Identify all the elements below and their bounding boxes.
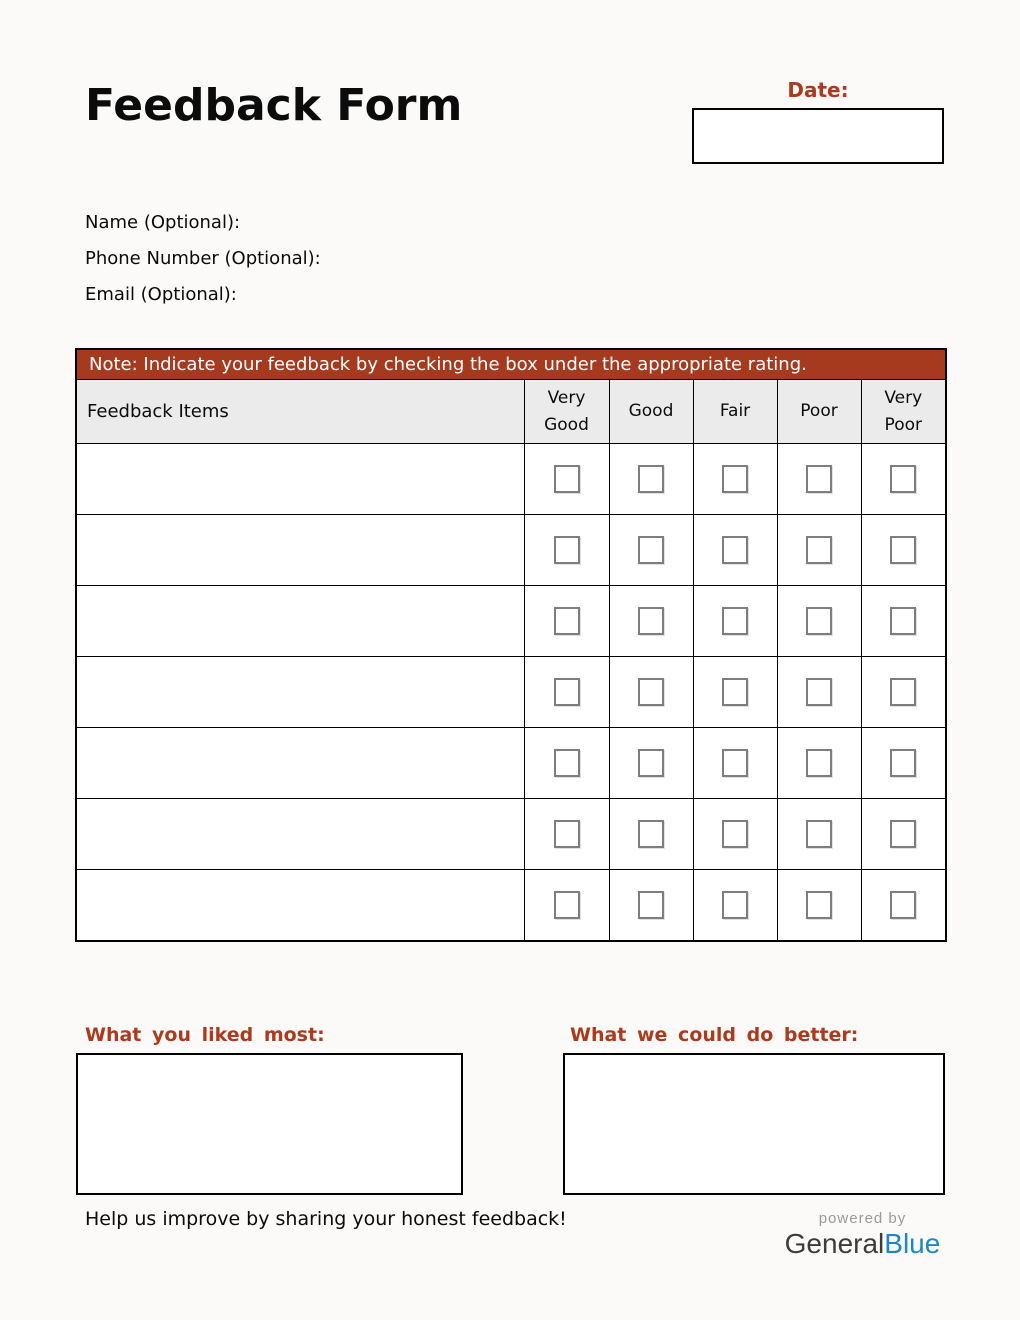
column-header-good: Good <box>609 380 693 444</box>
rating-cell-good <box>609 728 693 799</box>
rating-cell-good <box>609 515 693 586</box>
poor-checkbox[interactable] <box>806 891 832 919</box>
feedback-item-cell[interactable] <box>76 799 524 870</box>
rating-cell-fair <box>693 799 777 870</box>
feedback-row <box>76 444 946 515</box>
could-do-better-input-box[interactable] <box>563 1053 945 1195</box>
date-input-box[interactable] <box>692 108 944 164</box>
table-header-row <box>76 380 946 444</box>
rating-cell-very-poor <box>861 444 946 515</box>
date-label: Date: <box>787 78 849 102</box>
could-do-better-label: What we could do better: <box>570 1024 859 1046</box>
feedback-item-cell[interactable] <box>76 728 524 799</box>
help-text: Help us improve by sharing your honest feedback! <box>85 1208 567 1230</box>
feedback-row <box>76 870 946 941</box>
rating-cell-poor <box>777 799 861 870</box>
rating-cell-fair <box>693 870 777 941</box>
fair-checkbox[interactable] <box>722 820 748 848</box>
very-good-checkbox[interactable] <box>554 820 580 848</box>
contact-fields <box>85 205 321 313</box>
good-checkbox[interactable] <box>638 820 664 848</box>
feedback-row <box>76 515 946 586</box>
fair-checkbox[interactable] <box>722 678 748 706</box>
rating-cell-poor <box>777 444 861 515</box>
powered-by-text: powered by <box>818 1210 907 1227</box>
generalblue-brand <box>780 1210 945 1260</box>
good-checkbox[interactable] <box>638 536 664 564</box>
rating-cell-poor <box>777 515 861 586</box>
column-header-very-poor: Very Poor <box>861 380 946 444</box>
feedback-row <box>76 586 946 657</box>
rating-cell-very-poor <box>861 870 946 941</box>
rating-cell-very-good <box>524 515 609 586</box>
rating-cell-good <box>609 586 693 657</box>
rating-cell-fair <box>693 728 777 799</box>
rating-cell-very-good <box>524 586 609 657</box>
poor-checkbox[interactable] <box>806 465 832 493</box>
poor-checkbox[interactable] <box>806 820 832 848</box>
rating-cell-poor <box>777 870 861 941</box>
rating-cell-good <box>609 799 693 870</box>
very-good-checkbox[interactable] <box>554 891 580 919</box>
very-good-checkbox[interactable] <box>554 678 580 706</box>
column-header-poor: Poor <box>777 380 861 444</box>
rating-cell-fair <box>693 444 777 515</box>
very-poor-checkbox[interactable] <box>890 820 916 848</box>
rating-cell-very-good <box>524 657 609 728</box>
rating-cell-good <box>609 444 693 515</box>
fair-checkbox[interactable] <box>722 891 748 919</box>
name-field-label: Name (Optional): <box>85 212 241 233</box>
very-poor-checkbox[interactable] <box>890 749 916 777</box>
rating-cell-fair <box>693 657 777 728</box>
very-good-checkbox[interactable] <box>554 749 580 777</box>
feedback-row <box>76 728 946 799</box>
column-header-fair: Fair <box>693 380 777 444</box>
very-poor-checkbox[interactable] <box>890 465 916 493</box>
rating-cell-very-poor <box>861 728 946 799</box>
rating-cell-very-good <box>524 870 609 941</box>
feedback-item-cell[interactable] <box>76 870 524 941</box>
table-note-row <box>76 349 946 380</box>
rating-cell-good <box>609 657 693 728</box>
column-header-very-good: Very Good <box>524 380 609 444</box>
very-good-checkbox[interactable] <box>554 465 580 493</box>
good-checkbox[interactable] <box>638 465 664 493</box>
good-checkbox[interactable] <box>638 891 664 919</box>
poor-checkbox[interactable] <box>806 607 832 635</box>
rating-cell-poor <box>777 657 861 728</box>
rating-cell-good <box>609 870 693 941</box>
table-note-text: Note: Indicate your feedback by checking the box under the appropriate rating. <box>76 349 946 380</box>
fair-checkbox[interactable] <box>722 749 748 777</box>
rating-cell-poor <box>777 728 861 799</box>
rating-cell-very-good <box>524 444 609 515</box>
feedback-item-cell[interactable] <box>76 444 524 515</box>
good-checkbox[interactable] <box>638 678 664 706</box>
generalblue-logo <box>780 1229 945 1260</box>
very-good-checkbox[interactable] <box>554 536 580 564</box>
very-good-checkbox[interactable] <box>554 607 580 635</box>
brand-blue-text: Blue <box>884 1228 941 1259</box>
feedback-table-body <box>76 444 946 941</box>
rating-cell-very-good <box>524 728 609 799</box>
rating-cell-poor <box>777 586 861 657</box>
items-column-header: Feedback Items <box>76 380 524 444</box>
feedback-row <box>76 657 946 728</box>
feedback-table <box>75 348 947 942</box>
fair-checkbox[interactable] <box>722 607 748 635</box>
poor-checkbox[interactable] <box>806 749 832 777</box>
rating-cell-very-poor <box>861 515 946 586</box>
very-poor-checkbox[interactable] <box>890 607 916 635</box>
fair-checkbox[interactable] <box>722 465 748 493</box>
fair-checkbox[interactable] <box>722 536 748 564</box>
rating-cell-very-poor <box>861 657 946 728</box>
rating-cell-very-good <box>524 799 609 870</box>
rating-cell-fair <box>693 586 777 657</box>
feedback-item-cell[interactable] <box>76 515 524 586</box>
rating-cell-fair <box>693 515 777 586</box>
very-poor-checkbox[interactable] <box>890 536 916 564</box>
good-checkbox[interactable] <box>638 607 664 635</box>
feedback-row <box>76 799 946 870</box>
poor-checkbox[interactable] <box>806 678 832 706</box>
feedback-item-cell[interactable] <box>76 586 524 657</box>
email-field-label: Email (Optional): <box>85 284 237 305</box>
liked-most-label: What you liked most: <box>85 1024 325 1046</box>
poor-checkbox[interactable] <box>806 536 832 564</box>
feedback-item-cell[interactable] <box>76 657 524 728</box>
rating-cell-very-poor <box>861 586 946 657</box>
very-poor-checkbox[interactable] <box>890 891 916 919</box>
brand-general-text: General <box>784 1228 885 1259</box>
very-poor-checkbox[interactable] <box>890 678 916 706</box>
rating-cell-very-poor <box>861 799 946 870</box>
page-title: Feedback Form <box>85 80 463 131</box>
liked-most-input-box[interactable] <box>76 1053 463 1195</box>
good-checkbox[interactable] <box>638 749 664 777</box>
phone-field-label: Phone Number (Optional): <box>85 248 321 269</box>
